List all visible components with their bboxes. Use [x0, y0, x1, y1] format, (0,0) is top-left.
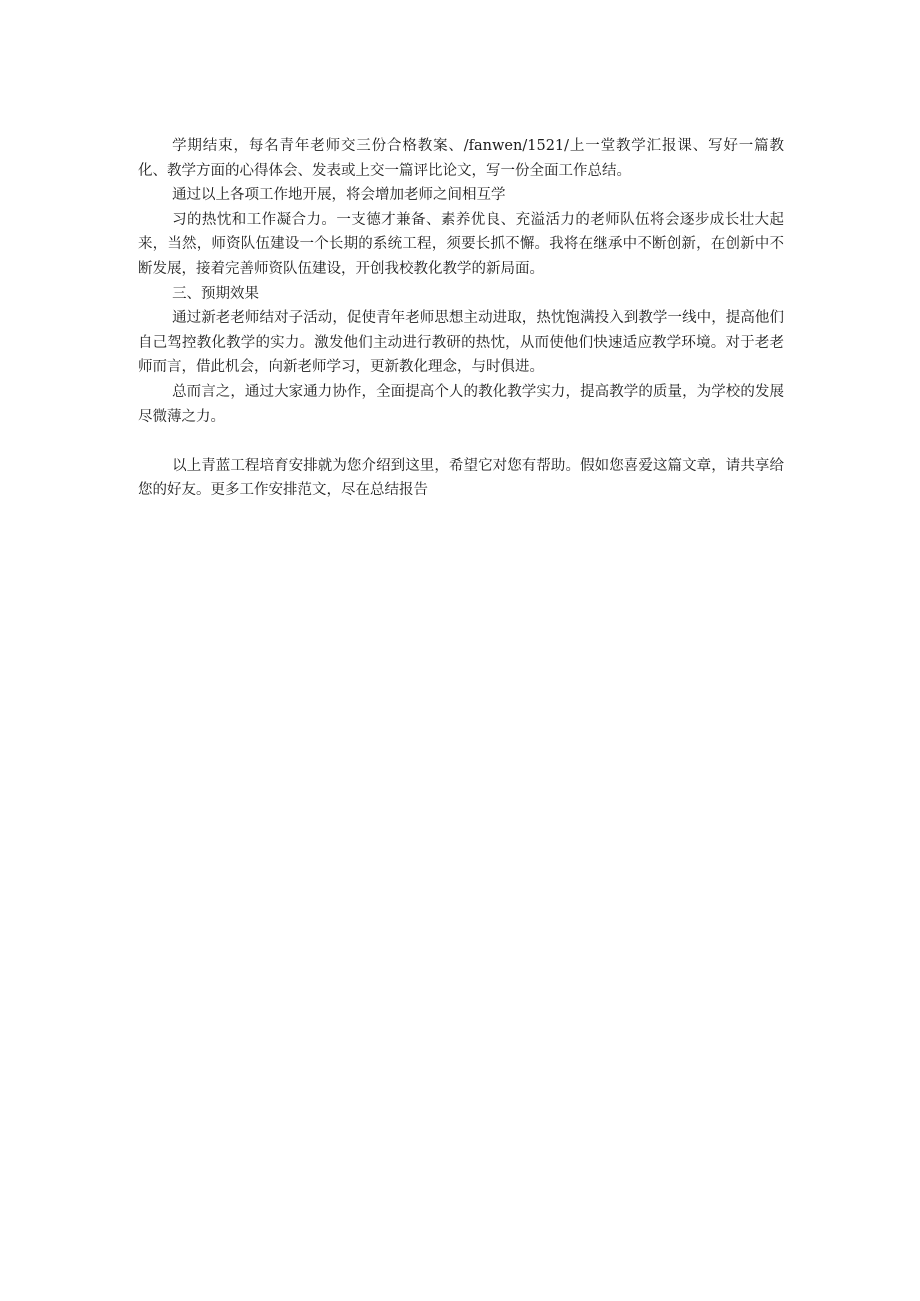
paragraph-mentoring-activity: 通过新老老师结对子活动，促使青年老师思想主动进取，热忱饱满投入到教学一线中，提高他们自己驾控教化教学的实力。激发他们主动进行教研的热忱，从而使他们快速适应教学环境。对于老老师而言，借此机会，向新老师学习，更新教化理念，与时俱进。	[138, 310, 784, 376]
document-body	[138, 134, 784, 503]
section-heading-expected-results: 三、预期效果	[172, 285, 260, 302]
paragraph-conclusion: 总而言之，通过大家通力协作，全面提高个人的教化教学实力，提高教学的质量，为学校的发展尽微薄之力。	[138, 383, 784, 425]
paragraph-lesson-plans: 学期结束，每名青年老师交三份合格教案、/fanwen/1521/上一堂教学汇报课、写好一篇教化、教学方面的心得体会、发表或上交一篇评比论文，写一份全面工作总结。	[138, 138, 784, 179]
paragraph-mutual-learning-continued: 习的热忱和工作凝合力。一支德才兼备、素养优良、充溢活力的老师队伍将会逐步成长壮大起来，当然，师资队伍建设一个长期的系统工程，须要长抓不懈。我将在继承中不断创新，在创新中不断发展，接着完善师资队伍建设，开创我校教化教学的新局面。	[138, 211, 784, 277]
paragraph-mutual-learning-start: 通过以上各项工作地开展，将会增加老师之间相互学	[172, 187, 506, 204]
paragraph-closing-note: 以上青蓝工程培育安排就为您介绍到这里，希望它对您有帮助。假如您喜爱这篇文章，请共享给您的好友。更多工作安排范文，尽在总结报告	[138, 457, 784, 499]
paragraph-spacer	[138, 429, 784, 454]
